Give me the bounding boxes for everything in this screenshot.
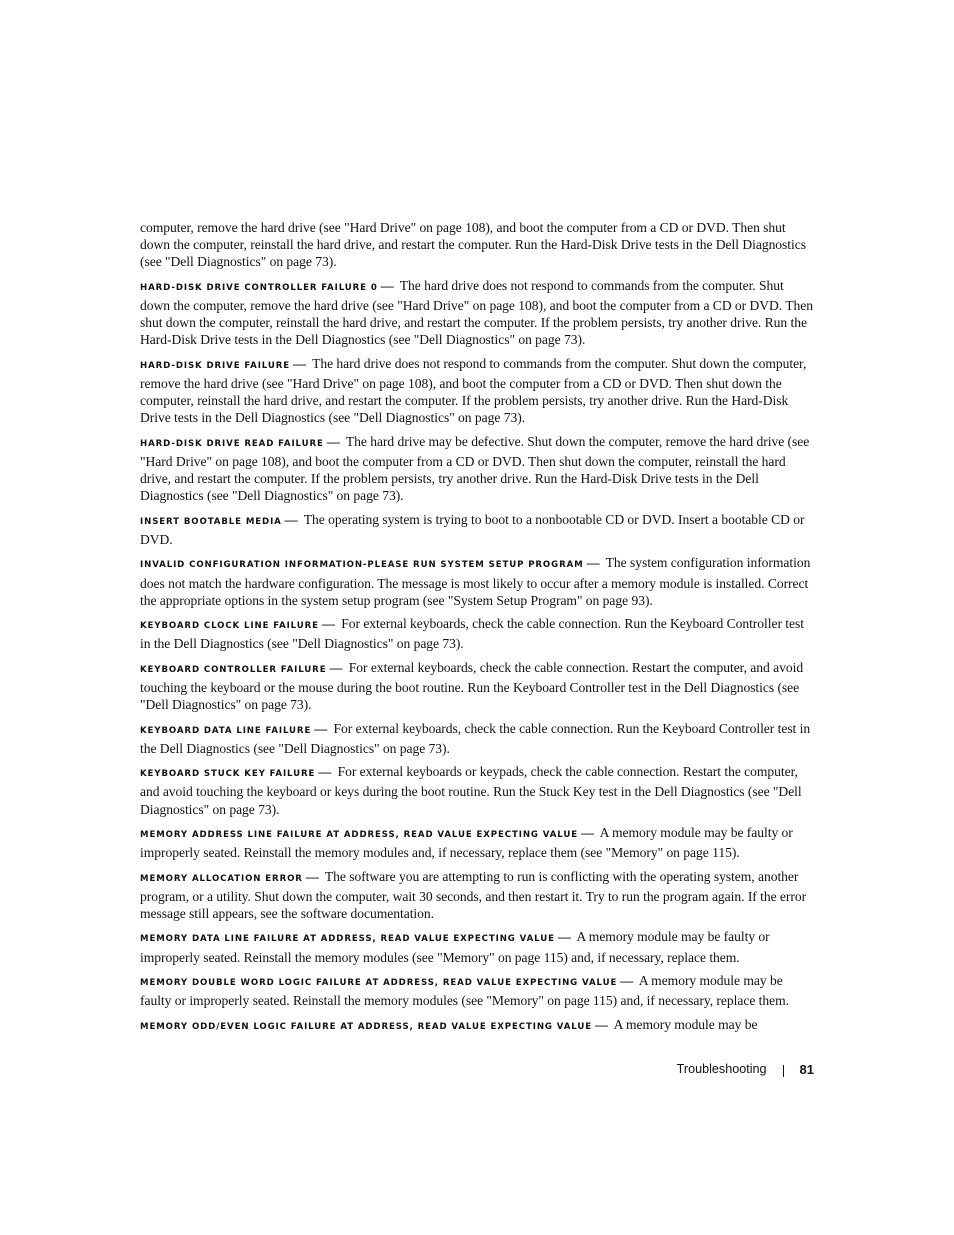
separator-dash: — bbox=[293, 355, 306, 371]
entry-memory-odd-even-logic-failure bbox=[140, 1016, 814, 1036]
entry-hdd-read-failure bbox=[140, 433, 814, 505]
entry-hdd-failure bbox=[140, 355, 814, 427]
separator-dash: — bbox=[321, 616, 335, 632]
entry-heading: INSERT BOOTABLE MEDIA bbox=[140, 516, 282, 527]
entry-text: A memory module may be faulty or improperly seated. Reinstall the memory modules (see "Memory" on page 115) and, if necessary, replace them. bbox=[140, 972, 789, 1009]
entry-text: For external keyboards or keypads, check the cable connection. Restart the computer, and avoid touching the keyboard or keys during the boot routine. Run the Stuck Key test in the Dell Diagnostics (see "Dell Diagnostics" on page 73). bbox=[140, 764, 802, 817]
entry-text: The hard drive may be defective. Shut down the computer, remove the hard drive (see "Hard Drive" on page 108), and boot the computer from a CD or DVD. Then shut down the computer, reinstall the hard drive, and restart the computer. If the problem persists, try another drive. Run the Hard-Disk Drive tests in the Dell Diagnostics (see "Dell Diagnostics" on page 73). bbox=[140, 433, 810, 504]
separator-dash: — bbox=[557, 929, 571, 945]
entry-text: The hard drive does not respond to commands from the computer. Shut down the computer, remove the hard drive (see "Hard Drive" on page 108), and boot the computer from a CD or DVD. Then shut down the computer, reinstall the hard drive, and restart the computer. If the problem persists, try another drive. Run the Hard-Disk Drive tests in the Dell Diagnostics (see "Dell Diagnostics" on page 73). bbox=[140, 355, 807, 426]
footer-section-title: Troubleshooting bbox=[676, 1062, 767, 1076]
entry-heading: MEMORY DOUBLE WORD LOGIC FAILURE AT ADDRESS, READ VALUE EXPECTING VALUE bbox=[140, 977, 618, 988]
entry-keyboard-controller-failure bbox=[140, 659, 814, 714]
entry-text: For external keyboards, check the cable connection. Run the Keyboard Controller test in the Dell Diagnostics (see "Dell Diagnostics" on page 73). bbox=[140, 616, 804, 652]
entry-text: The hard drive does not respond to commands from the computer. Shut down the computer, remove the hard drive (see "Hard Drive" on page 108), and boot the computer from a CD or DVD. Then shut down the computer, reinstall the hard drive, and restart the computer. If the problem persists, try another drive. Run the Hard-Disk Drive tests in the Dell Diagnostics (see "Dell Diagnostics" on page 73). bbox=[140, 277, 813, 348]
entry-invalid-configuration bbox=[140, 554, 814, 609]
entry-heading: HARD-DISK DRIVE FAILURE bbox=[140, 360, 291, 371]
entry-insert-bootable-media bbox=[140, 511, 814, 548]
entry-heading: MEMORY DATA LINE FAILURE AT ADDRESS, READ VALUE EXPECTING VALUE bbox=[140, 934, 555, 945]
separator-dash: — bbox=[581, 824, 594, 840]
entry-heading: HARD-DISK DRIVE CONTROLLER FAILURE 0 bbox=[140, 282, 378, 293]
entry-keyboard-clock-line-failure bbox=[140, 615, 814, 652]
entry-heading: KEYBOARD STUCK KEY FAILURE bbox=[140, 769, 316, 780]
entry-text: The software you are attempting to run is conflicting with the operating system, another program, or a utility. Shut down the computer, wait 30 seconds, and then restart it. Try to run the program again. If the error message still appears, see the software documentation. bbox=[140, 868, 807, 921]
separator-dash: — bbox=[620, 972, 634, 988]
entry-text: A memory module may be bbox=[613, 1016, 758, 1032]
entry-heading: INVALID CONFIGURATION INFORMATION-PLEASE RUN SYSTEM SETUP PROGRAM bbox=[140, 560, 584, 571]
entry-text: A memory module may be faulty or improperly seated. Reinstall the memory modules (see "Memory" on page 115) and, if necessary, replace them. bbox=[140, 929, 770, 965]
entry-heading: HARD-DISK DRIVE READ FAILURE bbox=[140, 438, 324, 449]
separator-dash: — bbox=[380, 277, 394, 293]
entry-text: The system configuration information does not match the hardware configuration. The message is most likely to occur after a memory module is installed. Correct the appropriate options in the system setup program (see "System Setup Program" on page 93). bbox=[140, 555, 811, 608]
entry-memory-address-line-failure bbox=[140, 824, 814, 861]
entry-heading: MEMORY ODD/EVEN LOGIC FAILURE AT ADDRESS, READ VALUE EXPECTING VALUE bbox=[140, 1021, 593, 1032]
separator-dash: — bbox=[326, 433, 340, 449]
separator-dash: — bbox=[318, 764, 332, 780]
entry-text: A memory module may be faulty or improperly seated. Reinstall the memory modules and, if necessary, replace them (see "Memory" on page 115). bbox=[140, 824, 793, 861]
separator-dash: — bbox=[284, 511, 298, 527]
entry-heading: MEMORY ALLOCATION ERROR bbox=[140, 873, 303, 884]
entry-keyboard-data-line-failure bbox=[140, 720, 814, 757]
entry-heading: KEYBOARD DATA LINE FAILURE bbox=[140, 725, 312, 736]
separator-dash: — bbox=[305, 868, 319, 884]
entry-hdd-controller-failure bbox=[140, 277, 814, 349]
entry-heading: KEYBOARD CLOCK LINE FAILURE bbox=[140, 621, 319, 632]
separator-dash: — bbox=[314, 720, 328, 736]
entry-memory-double-word-logic-failure bbox=[140, 972, 814, 1009]
page-footer bbox=[677, 1061, 814, 1077]
separator-dash: — bbox=[329, 659, 343, 675]
entry-memory-allocation-error bbox=[140, 868, 814, 923]
separator-dash: — bbox=[586, 555, 600, 571]
entry-text: For external keyboards, check the cable connection. Run the Keyboard Controller test in the Dell Diagnostics (see "Dell Diagnostics" on page 73). bbox=[140, 720, 811, 756]
page-content bbox=[140, 219, 814, 1042]
entry-memory-data-line-failure bbox=[140, 928, 814, 965]
footer-divider bbox=[783, 1065, 784, 1077]
entry-text: The operating system is trying to boot to a nonbootable CD or DVD. Insert a bootable CD or DVD. bbox=[140, 511, 805, 547]
entry-keyboard-stuck-key-failure bbox=[140, 763, 814, 818]
entry-heading: KEYBOARD CONTROLLER FAILURE bbox=[140, 664, 327, 675]
entry-text: For external keyboards, check the cable connection. Restart the computer, and avoid touching the keyboard or the mouse during the boot routine. Run the Keyboard Controller test in the Dell Diagnostics (see "Dell Diagnostics" on page 73). bbox=[140, 659, 804, 713]
separator-dash: — bbox=[595, 1016, 608, 1032]
entry-heading: MEMORY ADDRESS LINE FAILURE AT ADDRESS, READ VALUE EXPECTING VALUE bbox=[140, 829, 579, 840]
intro-paragraph: computer, remove the hard drive (see "Hard Drive" on page 108), and boot the computer from a CD or DVD. Then shut down the computer, reinstall the hard drive, and restart the computer. Run the Hard-Disk Drive tests in the Dell Diagnostics (see "Dell Diagnostics" on page 73). bbox=[140, 220, 806, 270]
page-number: 81 bbox=[799, 1061, 814, 1077]
